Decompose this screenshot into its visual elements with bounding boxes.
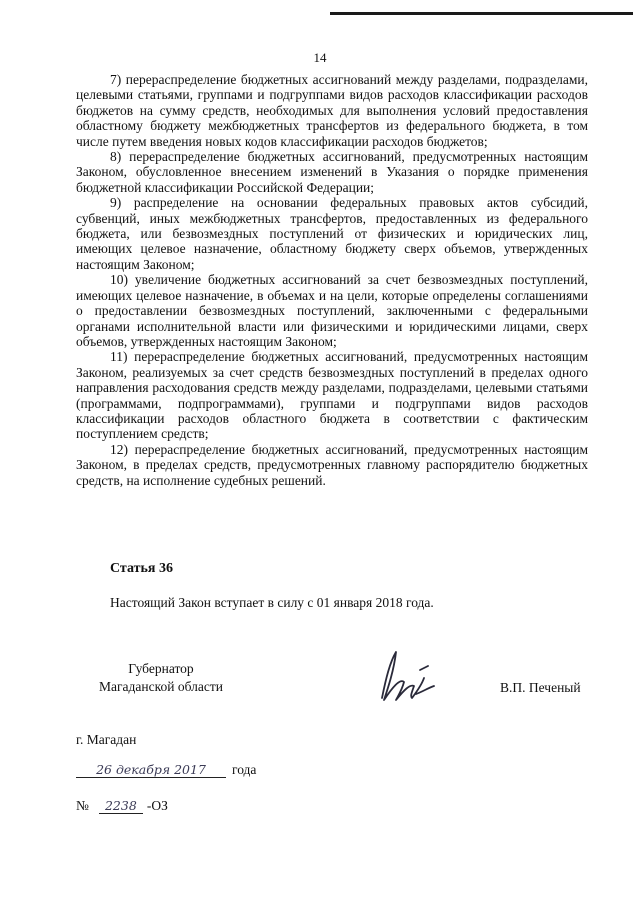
date-line: [76, 762, 256, 778]
city-label: г. Магадан: [76, 732, 137, 747]
handwritten-signature: [372, 648, 442, 706]
law-number-line: [76, 798, 168, 814]
number-sign: №: [76, 798, 89, 813]
law-text-body: [76, 72, 588, 488]
governor-name: В.П. Печеный: [500, 680, 581, 695]
paragraph-item-7: 7) перераспределение бюджетных ассигнований между разделами, подразделами, целевыми статьями, группами и подгруппами видов расходов классификации расходов бюджетов на сумму средств, необходимых для выполнения условий предоставления областному бюджету межбюджетных трансфертов из федерального бюджета, в том числе путем введения новых кодов классификации расходов бюджетов;: [76, 72, 588, 149]
handwritten-date: 26 декабря 2017: [76, 762, 226, 778]
paragraph-item-9: 9) распределение на основании федеральных правовых актов субсидий, субвенций, иных межбюджетных трансфертов, предоставленных из федерального бюджета, или безвозмездных поступлений от физических и юридических лиц, имеющих целевое назначение, областному бюджету сверх объемов, утвержденных настоящим Законом;: [76, 195, 588, 272]
handwritten-law-number: 2238: [99, 798, 143, 814]
paragraph-item-10: 10) увеличение бюджетных ассигнований за счет безвозмездных поступлений, имеющих целевое назначение, в объемах и на цели, которые определены соглашениями о предоставлении безвозмездных поступлений, заключенными с федеральными органами исполнительной власти или физическими и юридическими лицами, сверх объемов, утвержденных настоящим Законом;: [76, 272, 588, 349]
article-title: Статья 36: [110, 561, 173, 576]
page-number: 14: [313, 50, 327, 65]
paragraph-item-8: 8) перераспределение бюджетных ассигнований, предусмотренных настоящим Законом, обусловленное внесением изменений в Указания о порядке применения бюджетной классификации Российской Федерации;: [76, 149, 588, 195]
governor-title: [76, 660, 246, 696]
date-suffix: года: [232, 762, 257, 777]
top-rule: [330, 12, 633, 15]
paragraph-item-12: 12) перераспределение бюджетных ассигнований, предусмотренных настоящим Законом, в пределах средств, предусмотренных главному распорядителю бюджетных средств, на исполнение судебных решений.: [76, 441, 588, 488]
number-suffix: -ОЗ: [146, 798, 168, 813]
article-text: Настоящий Закон вступает в силу с 01 января 2018 года.: [110, 595, 434, 610]
governor-title-line2: Магаданской области: [99, 679, 223, 694]
paragraph-item-11: 11) перераспределение бюджетных ассигнований, предусмотренных настоящим Законом, реализуемых за счет средств безвозмездных поступлений в пределах одного направления расходования средств между разделами, подразделами, целевыми статьями (программами, подпрограммами), группами и подгруппами видов расходов классификации расходов областного бюджета в соответствии с фактическим поступлением средств;: [76, 349, 588, 442]
governor-title-line1: Губернатор: [128, 661, 194, 676]
